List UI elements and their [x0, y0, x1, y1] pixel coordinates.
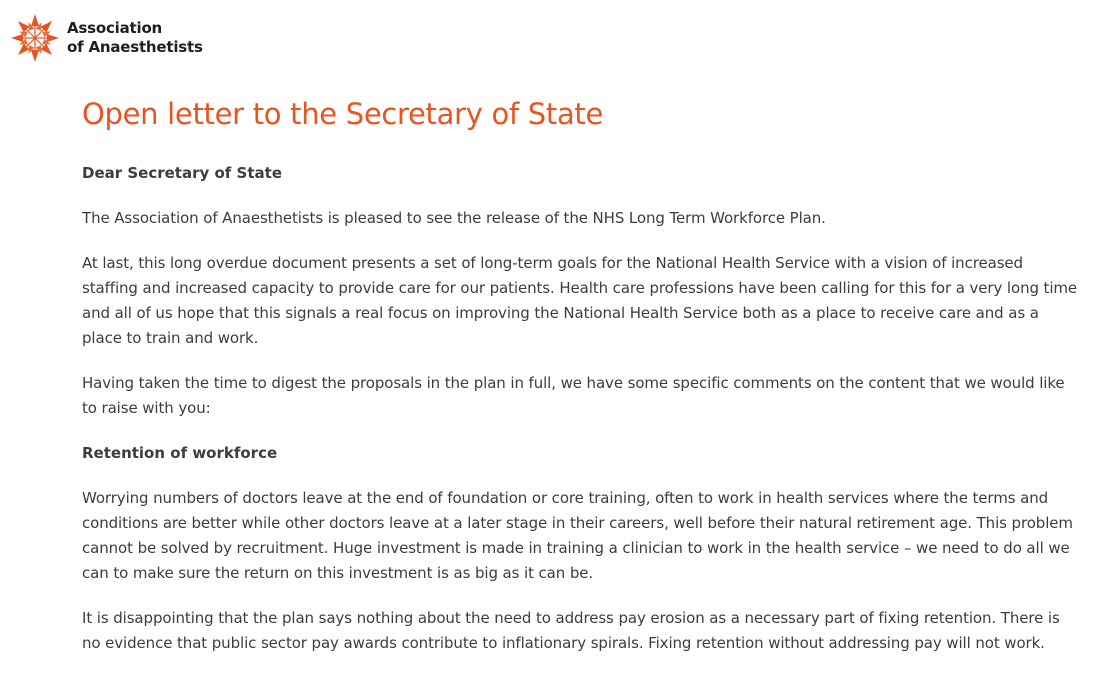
- paragraph-intro: The Association of Anaesthetists is pleased to see the release of the NHS Long Term Workforce Plan.: [82, 209, 826, 227]
- brand-name-line2: of Anaesthetists: [67, 38, 203, 56]
- letter-content: [82, 93, 1082, 656]
- starburst-icon[interactable]: [10, 13, 60, 63]
- paragraph-retention: Worrying numbers of doctors leave at the end of foundation or core training, often to work in health services where the terms and conditions are better while other doctors leave at a later stage in their careers, well before their natural retirement age. This problem cannot be solved by recruitment. Huge investment is made in training a clinician to work in the health service – we need to do all we can to make sure the return on this investment is as big as it can be.: [82, 489, 1073, 582]
- brand-name[interactable]: [67, 19, 203, 57]
- paragraph-vision: At last, this long overdue document presents a set of long-term goals for the National Health Service with a vision of increased staffing and increased capacity to provide care for our patients. Health care professions have been calling for this for a very long time and all of us hope that this signals a real focus on improving the National Health Service both as a place to receive care and as a place to train and work.: [82, 254, 1078, 347]
- section-heading-retention: Retention of workforce: [82, 444, 278, 462]
- brand-name-line1: Association: [67, 19, 163, 37]
- site-header: [10, 12, 203, 64]
- paragraph-comments: Having taken the time to digest the proposals in the plan in full, we have some specific comments on the content that we would like to raise with you:: [82, 374, 1065, 417]
- paragraph-pay: It is disappointing that the plan says nothing about the need to address pay erosion as a necessary part of fixing retention. There is no evidence that public sector pay awards contribute to inflationary spirals. Fixing retention without addressing pay will not work.: [82, 609, 1060, 652]
- page-title: Open letter to the Secretary of State: [82, 97, 604, 131]
- salutation: Dear Secretary of State: [82, 164, 282, 182]
